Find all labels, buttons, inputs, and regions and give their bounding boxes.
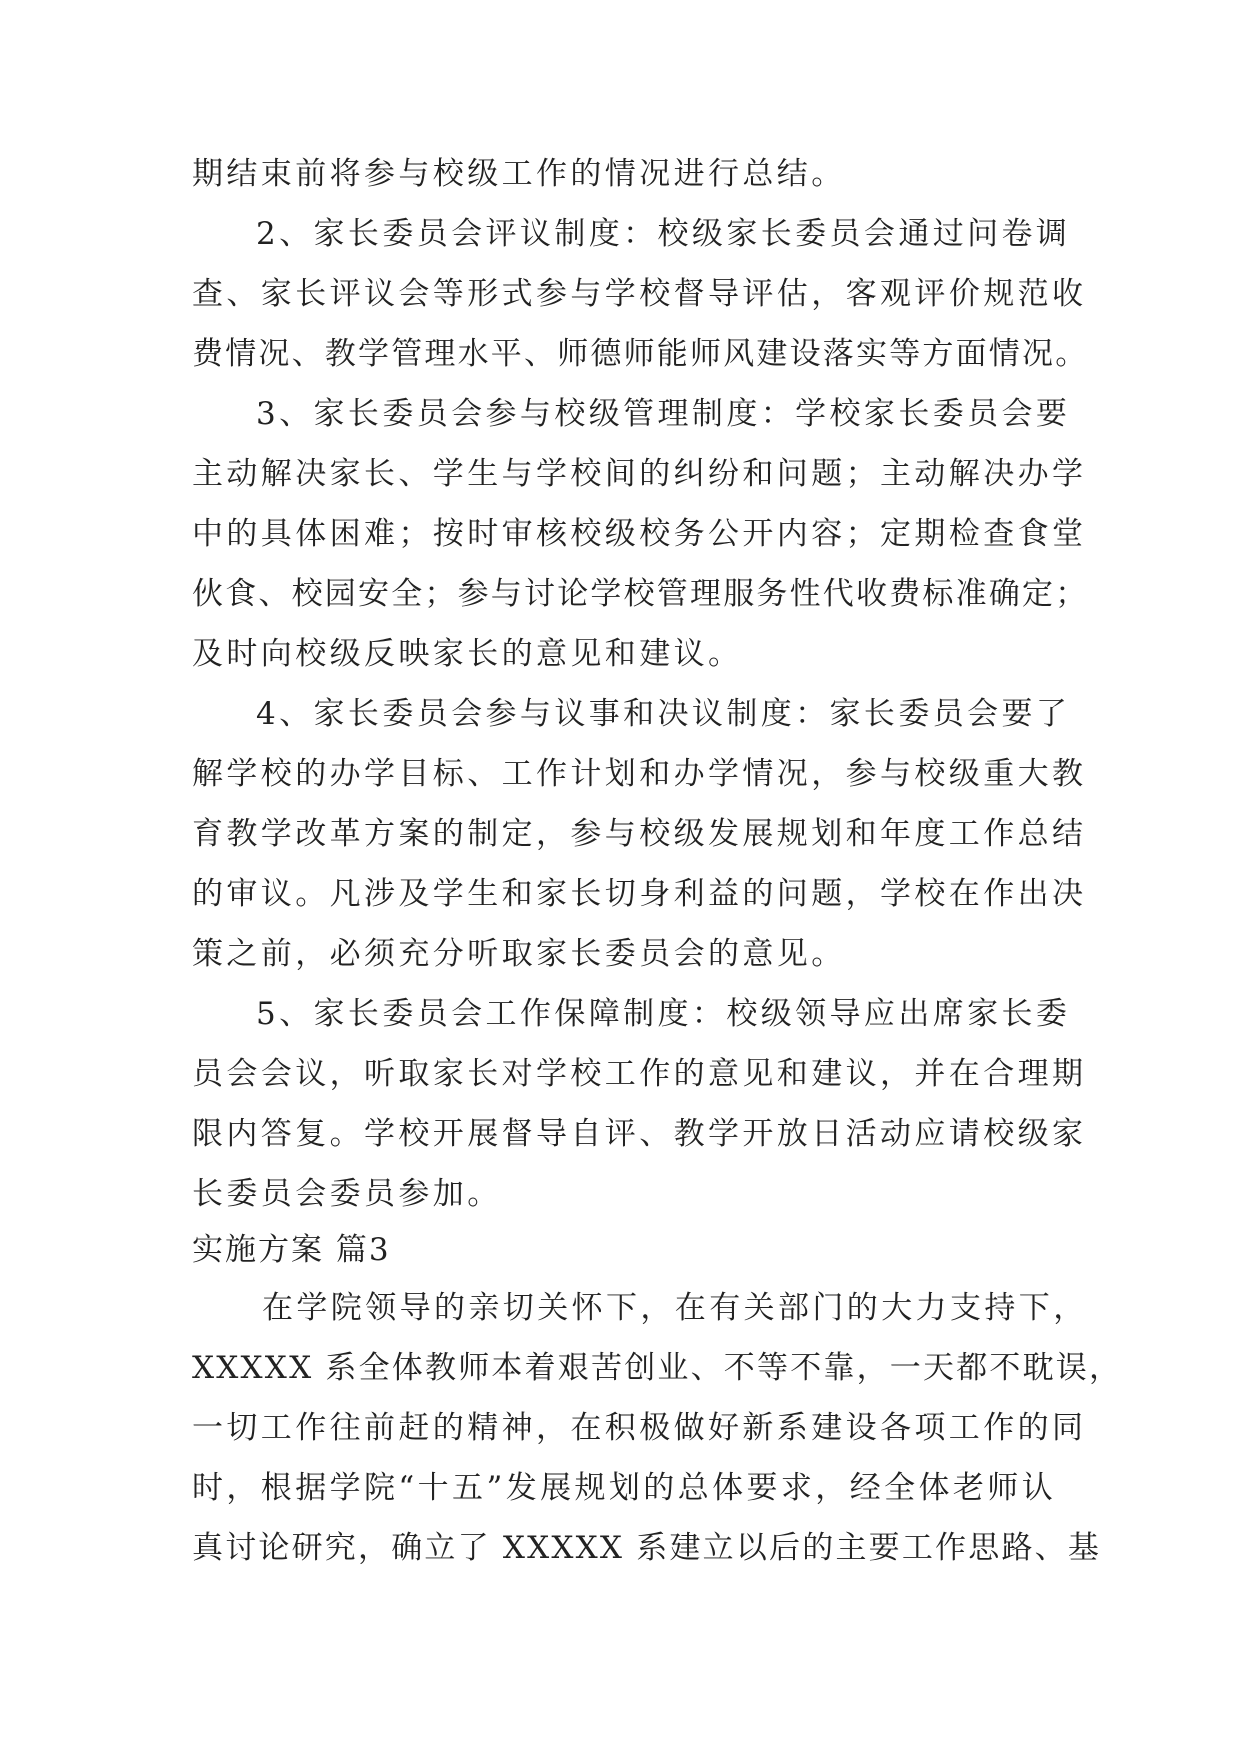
text-line: 一切工作往前赶的精神，在积极做好新系建设各项工作的同 [192,1410,1087,1446]
text-line: 长委员会委员参加。 [192,1176,502,1212]
text-line: 的审议。凡涉及学生和家长切身利益的问题，学校在作出决 [192,876,1087,912]
paragraph-6-start: 在学院领导的亲切关怀下，在有关部门的大力支持下， [262,1290,1088,1326]
paragraph-4-start: 4、家长委员会参与议事和决议制度：家长委员会要了 [256,696,1071,732]
text-line: XXXXX 系全体教师本着艰苦创业、不等不靠，一天都不耽误， [192,1350,1123,1386]
paragraph-5-start: 5、家长委员会工作保障制度：校级领导应出席家长委 [256,996,1071,1032]
text-line: 期结束前将参与校级工作的情况进行总结。 [192,156,846,192]
text-line: 限内答复。学校开展督导自评、教学开放日活动应请校级家 [192,1116,1087,1152]
text-line: 时，根据学院“十五”发展规划的总体要求，经全体老师认 [192,1470,1057,1506]
text-line: 中的具体困难；按时审核校级校务公开内容；定期检查食堂 [192,516,1087,552]
text-line: 及时向校级反映家长的意见和建议。 [192,636,743,672]
text-line: 主动解决家长、学生与学校间的纠纷和问题；主动解决办学 [192,456,1087,492]
text-line: 伙食、校园安全；参与讨论学校管理服务性代收费标准确定； [192,576,1089,612]
text-line: 费情况、教学管理水平、师德师能师风建设落实等方面情况。 [192,336,1089,372]
text-line: 真讨论研究，确立了 XXXXX 系建立以后的主要工作思路、基 [192,1530,1102,1566]
text-line: 育教学改革方案的制定，参与校级发展规划和年度工作总结 [192,816,1087,852]
section-heading: 实施方案 篇3 [192,1232,391,1268]
text-line: 策之前，必须充分听取家长委员会的意见。 [192,936,846,972]
paragraph-3-start: 3、家长委员会参与校级管理制度：学校家长委员会要 [256,396,1071,432]
text-line: 解学校的办学目标、工作计划和办学情况，参与校级重大教 [192,756,1087,792]
text-line: 查、家长评议会等形式参与学校督导评估，客观评价规范收 [192,276,1087,312]
text-line: 员会会议，听取家长对学校工作的意见和建议，并在合理期 [192,1056,1087,1092]
paragraph-2-start: 2、家长委员会评议制度：校级家长委员会通过问卷调 [256,216,1071,252]
